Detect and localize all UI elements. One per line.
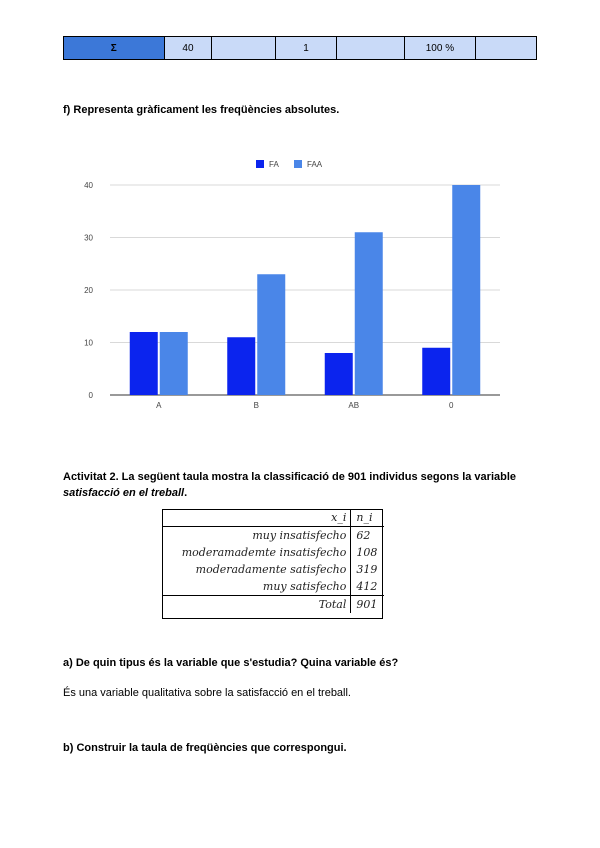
row-category: muy satisfecho	[163, 578, 351, 596]
frequency-table	[163, 509, 384, 613]
summary-cell: Σ	[64, 37, 165, 59]
x-tick-label: AB	[348, 401, 360, 410]
bar-chart	[65, 150, 515, 420]
summary-cell: 100 %	[405, 37, 477, 59]
legend-swatch	[256, 160, 264, 168]
total-label: Total	[163, 596, 351, 614]
question-a-heading: a) De quin tipus és la variable que s'estudia? Quina variable és?	[63, 657, 399, 669]
legend-label: FA	[269, 160, 279, 169]
table-row	[163, 578, 384, 596]
row-count: 108	[356, 546, 378, 559]
table-row	[163, 527, 384, 545]
summary-cell: 40	[165, 37, 213, 59]
section-f-heading: f) Representa gràficament les freqüències absolutes.	[63, 104, 340, 116]
x-tick-label: 0	[449, 401, 454, 410]
table-total-row	[163, 596, 384, 614]
table-header-row	[163, 509, 384, 527]
bar-faa	[257, 274, 285, 395]
table-row	[163, 561, 384, 578]
header-xi	[163, 509, 351, 527]
summary-cell: 1	[276, 37, 337, 59]
summary-cell	[212, 37, 276, 59]
activity2-text	[63, 469, 533, 501]
activity2-text-italic: satisfacció en el treball	[63, 487, 185, 499]
x-tick-label: A	[156, 401, 162, 410]
y-tick-label: 20	[84, 286, 93, 295]
bar-faa	[355, 232, 383, 395]
legend-swatch	[294, 160, 302, 168]
header-xi-text: x_i	[331, 511, 347, 524]
y-tick-label: 10	[84, 338, 93, 348]
header-ni-text: n_i	[356, 511, 373, 524]
y-tick-label: 40	[84, 181, 93, 190]
row-category: muy insatisfecho	[163, 527, 351, 545]
question-a-answer: És una variable qualitativa sobre la satisfacció en el treball.	[63, 687, 351, 699]
x-tick-label: B	[253, 401, 259, 410]
row-category: moderamademte insatisfecho	[163, 544, 351, 561]
row-count: 319	[356, 563, 378, 576]
summary-cell	[476, 37, 536, 59]
bar-fa	[130, 332, 158, 395]
table-row	[163, 544, 384, 561]
row-count: 412	[356, 580, 378, 593]
row-category: moderadamente satisfecho	[163, 561, 351, 578]
bar-fa	[325, 353, 353, 395]
bar-fa	[227, 337, 255, 395]
summary-cell	[337, 37, 405, 59]
bar-faa	[452, 185, 480, 395]
row-count: 62	[356, 529, 371, 542]
bar-faa	[160, 332, 188, 395]
y-tick-label: 0	[88, 391, 93, 400]
legend-label: FAA	[307, 160, 323, 169]
header-ni	[351, 509, 384, 527]
activity2-text-end: .	[184, 487, 188, 499]
y-tick-label: 30	[84, 233, 93, 243]
question-b-heading: b) Construir la taula de freqüències que correspongui.	[63, 742, 347, 754]
bar-fa	[422, 348, 450, 395]
total-count: 901	[351, 596, 384, 614]
summary-row	[63, 36, 537, 60]
activity2-text-bold: Activitat 2. La següent taula mostra la classificació de 901 individus segons la variable	[63, 471, 517, 483]
